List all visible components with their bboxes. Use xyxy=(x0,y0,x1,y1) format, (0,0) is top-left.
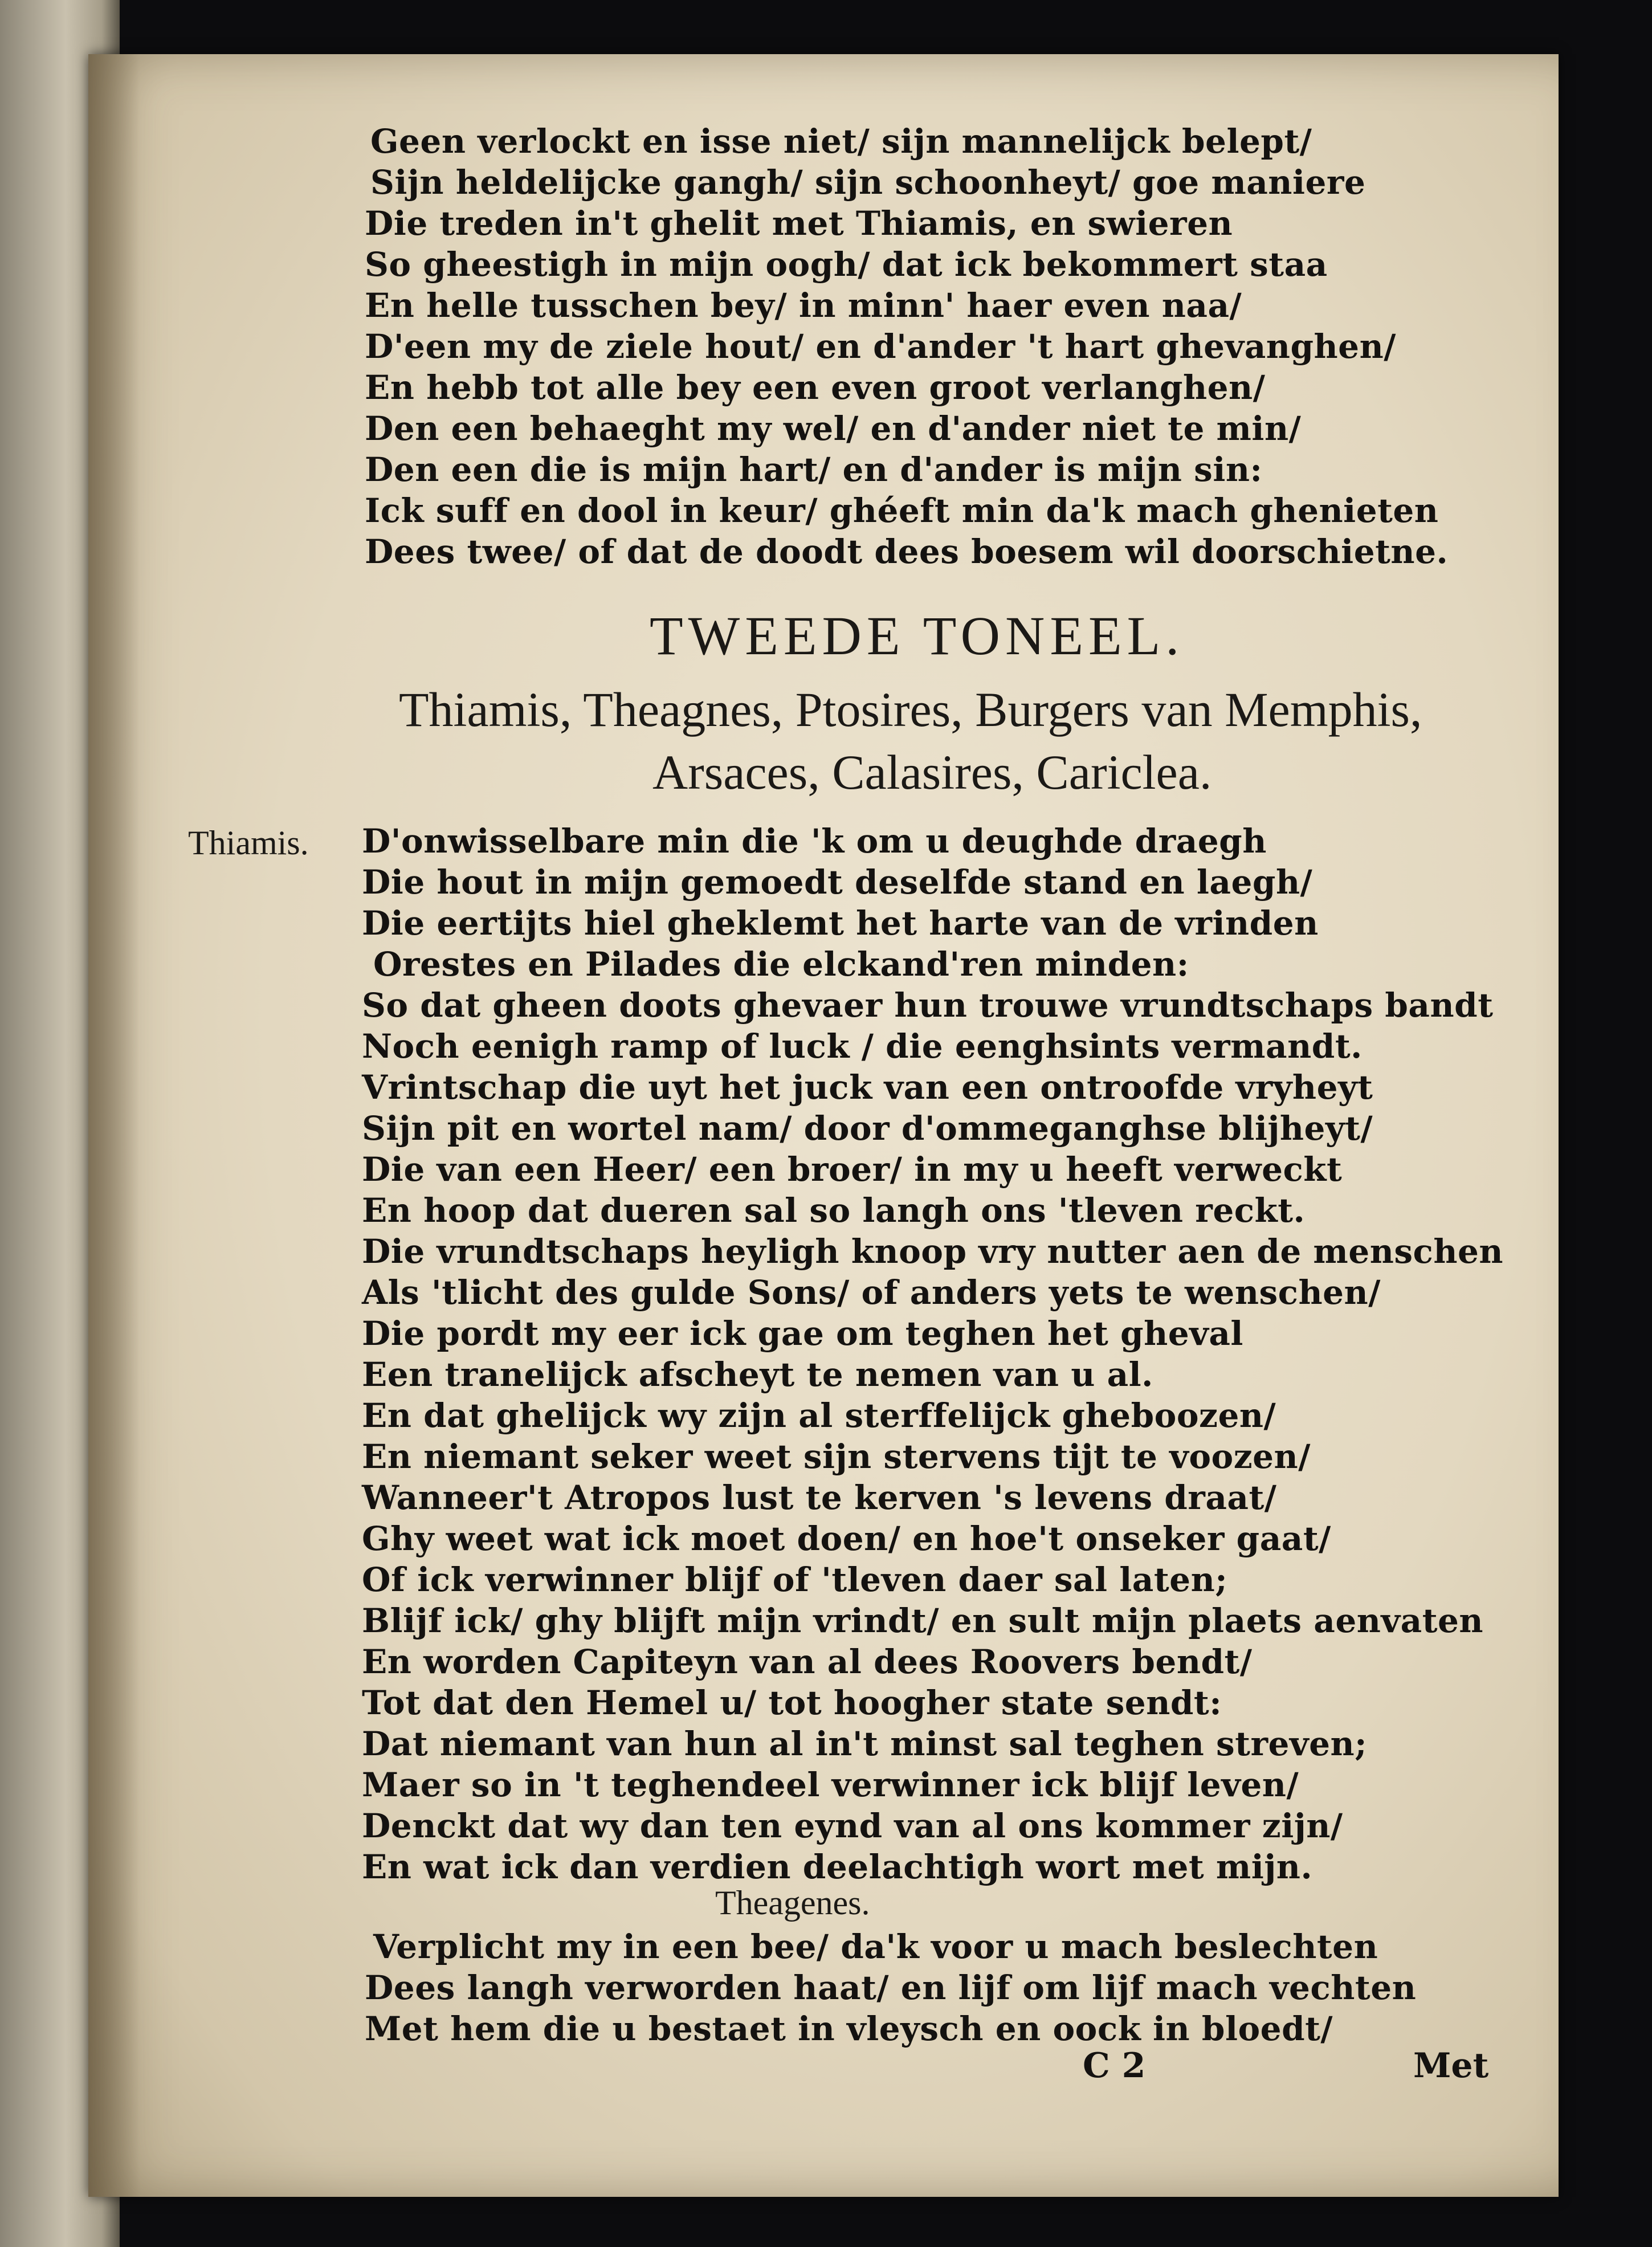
verse-line: Een tranelijck afscheyt te nemen van u al. xyxy=(362,1355,1153,1394)
verse-line: Ghy weet wat ick moet doen/ en hoe't onseker gaat/ xyxy=(362,1519,1331,1558)
scene-heading: TWEEDE TONEEL. xyxy=(650,605,1185,666)
verse-line: So gheestigh in mijn oogh/ dat ick bekommert staa xyxy=(365,245,1328,284)
verse-line: Ick suff en dool in keur/ ghéeft min da'k mach ghenieten xyxy=(365,491,1439,530)
verse-line: Verplicht my in een bee/ da'k voor u mach beslechten xyxy=(373,1927,1378,1966)
speaker-name-thiamis: Thiamis. xyxy=(188,824,309,862)
verse-line: Den een die is mijn hart/ en d'ander is mijn sin: xyxy=(365,450,1263,489)
verse-line: Die hout in mijn gemoedt deselfde stand en laegh/ xyxy=(362,863,1313,902)
verse-line: Den een behaeght my wel/ en d'ander niet te min/ xyxy=(365,409,1302,448)
verse-line: En helle tusschen bey/ in minn' haer even naa/ xyxy=(365,286,1242,325)
verse-line: Noch eenigh ramp of luck / die eenghsints vermandt. xyxy=(362,1027,1363,1066)
catchword: Met xyxy=(1413,2046,1489,2086)
verse-line: Denckt dat wy dan ten eynd van al ons kommer zijn/ xyxy=(362,1806,1343,1845)
verse-line: Die van een Heer/ een broer/ in my u heeft verweckt xyxy=(362,1150,1343,1189)
signature-mark: C 2 xyxy=(1083,2046,1146,2086)
verse-line: Blijf ick/ ghy blijft mijn vrindt/ en sult mijn plaets aenvaten xyxy=(362,1601,1484,1640)
verse-line: Orestes en Pilades die elckand'ren minden: xyxy=(373,945,1189,984)
verse-line: En hoop dat dueren sal so langh ons 'tleven reckt. xyxy=(362,1191,1306,1230)
verse-line: Vrintschap die uyt het juck van een ontroofde vryheyt xyxy=(362,1068,1373,1107)
verse-line: Dees twee/ of dat de doodt dees boesem wil doorschietne. xyxy=(365,532,1449,571)
verse-line: D'een my de ziele hout/ en d'ander 't hart ghevanghen/ xyxy=(365,327,1396,366)
verse-line: En dat ghelijck wy zijn al sterffelijck gheboozen/ xyxy=(362,1396,1276,1435)
verse-line: Geen verlockt en isse niet/ sijn mannelijck belept/ xyxy=(370,122,1312,161)
verse-line: Met hem die u bestaet in vleysch en oock in bloedt/ xyxy=(365,2009,1333,2048)
verse-line: Dat niemant van hun al in't minst sal teghen streven; xyxy=(362,1724,1368,1763)
cast-list-line-2: Arsaces, Calasires, Cariclea. xyxy=(652,745,1212,800)
verse-line: Maer so in 't teghendeel verwinner ick blijf leven/ xyxy=(362,1765,1299,1804)
verse-line: En hebb tot alle bey een even groot verlanghen/ xyxy=(365,368,1266,407)
verse-line: Die eertijts hiel gheklemt het harte van de vrinden xyxy=(362,904,1319,943)
verse-line: En niemant seker weet sijn stervens tijt te voozen/ xyxy=(362,1437,1311,1476)
verse-line: D'onwisselbare min die 'k om u deughde draegh xyxy=(362,822,1267,861)
verse-line: Die treden in't ghelit met Thiamis, en swieren xyxy=(365,204,1233,243)
verse-line: En wat ick dan verdien deelachtigh wort met mijn. xyxy=(362,1848,1313,1886)
verse-line: Als 'tlicht des gulde Sons/ of anders yets te wenschen/ xyxy=(362,1273,1381,1312)
verse-line: Of ick verwinner blijf of 'tleven daer sal laten; xyxy=(362,1560,1228,1599)
verse-line: So dat gheen doots ghevaer hun trouwe vrundtschaps bandt xyxy=(362,986,1494,1025)
verse-line: En worden Capiteyn van al dees Roovers bendt/ xyxy=(362,1642,1253,1681)
verse-line: Wanneer't Atropos lust te kerven 's levens draat/ xyxy=(362,1478,1277,1517)
verse-line: Die pordt my eer ick gae om teghen het gheval xyxy=(362,1314,1243,1353)
verse-line: Dees langh verworden haat/ en lijf om lijf mach vechten xyxy=(365,1968,1417,2007)
cast-list-line-1: Thiamis, Theagnes, Ptosires, Burgers van Memphis, xyxy=(399,682,1422,737)
verse-line: Tot dat den Hemel u/ tot hoogher state sendt: xyxy=(362,1683,1222,1722)
speaker-name-theagenes: Theagenes. xyxy=(715,1884,870,1922)
page-gutter-shadow xyxy=(88,54,140,2197)
verse-line: Sijn heldelijcke gangh/ sijn schoonheyt/ goe maniere xyxy=(370,163,1366,202)
verse-line: Sijn pit en wortel nam/ door d'ommeganghse blijheyt/ xyxy=(362,1109,1373,1148)
verse-line: Die vrundtschaps heyligh knoop vry nutter aen de menschen xyxy=(362,1232,1504,1271)
